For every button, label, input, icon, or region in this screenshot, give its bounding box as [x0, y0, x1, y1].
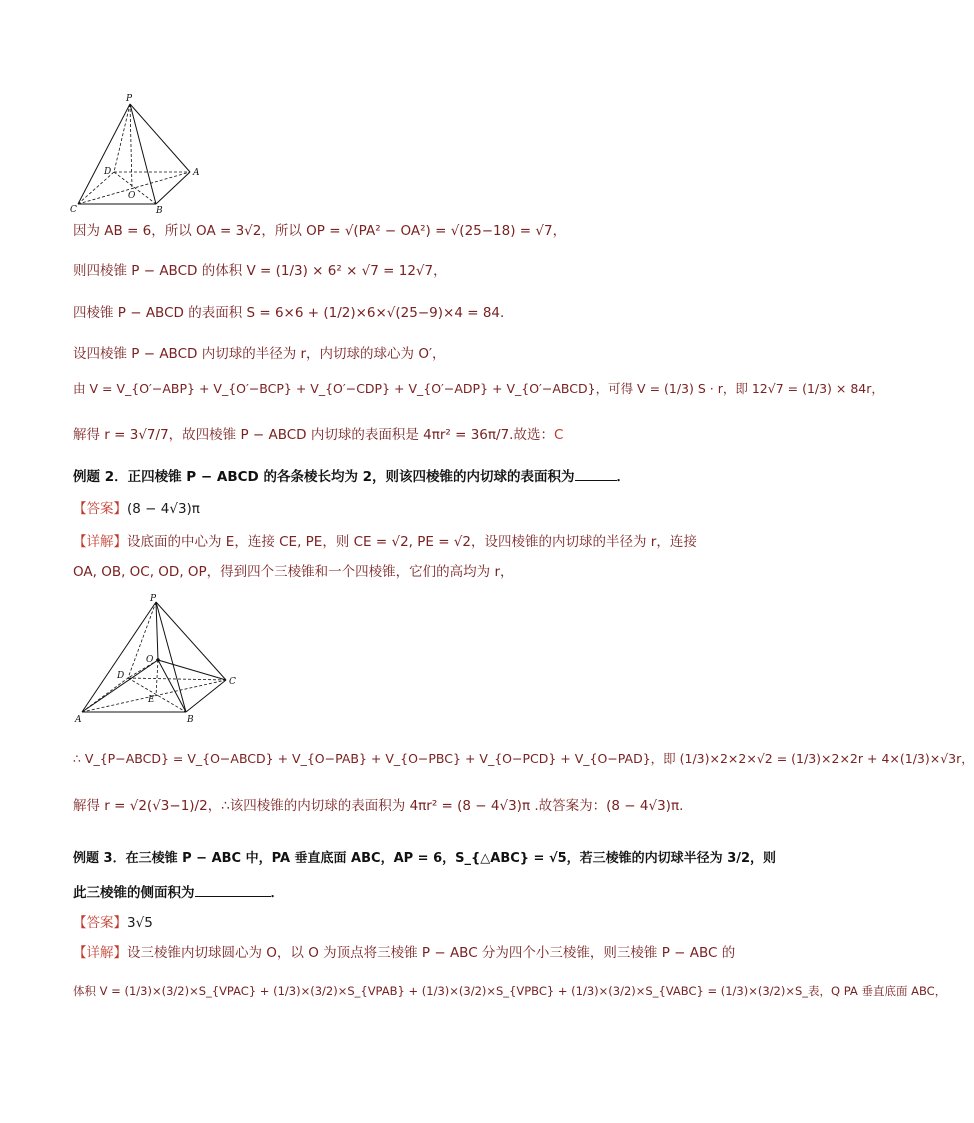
answer-tag: 【答案】 [73, 501, 127, 517]
label-D: D [117, 671, 125, 681]
example-2-detail-line-2: OA, OB, OC, OD, OP，得到四个三棱锥和一个四棱锥，它们的高均为 r， [73, 564, 514, 580]
label-C: C [70, 205, 77, 215]
sphere-center-dot [156, 658, 160, 662]
label-D: D [104, 167, 112, 177]
example-3-title-line-1: 例题 3．在三棱锥 P − ABC 中，PA 垂直底面 ABC，AP = 6，S_{△ABC} = √5，若三棱锥的内切球半径为 3/2，则 [73, 851, 777, 866]
answer-blank [195, 884, 271, 897]
example-2-answer [73, 500, 200, 518]
example-3-question: 此三棱锥的侧面积为 [73, 885, 195, 901]
label-O: O [128, 191, 136, 201]
example-3-answer [73, 914, 153, 932]
solution-line-6 [73, 426, 563, 444]
detail-text-1: 设三棱锥内切球圆心为 O，以 O 为顶点将三棱锥 P − ABC 分为四个小三棱锥，则三棱锥 P − ABC 的 [127, 945, 736, 961]
detail-text-1: 设底面的中心为 E，连接 CE, PE，则 CE = √2, PE = √2，设四棱锥的内切球的半径为 r，连接 [127, 534, 697, 550]
detail-tag: 【详解】 [73, 945, 127, 961]
example-2-detail-line-4: 解得 r = √2(√3−1)/2，∴该四棱锥的内切球的表面积为 4πr² = (8 − 4√3)π .故答案为：(8 − 4√3)π. [73, 798, 684, 814]
label-A: A [193, 168, 200, 178]
example-3-period: ． [270, 885, 284, 901]
label-E: E [148, 695, 155, 705]
detail-tag: 【详解】 [73, 534, 127, 550]
example-3-detail-line-2: 体积 V = (1/3)×(3/2)×S_{VPAC} + (1/3)×(3/2)×S_{VPAB} + (1/3)×(3/2)×S_{VPBC} + (1/3)×(3/2)×S_{VABC} = (1/3)×(3/2)×S_表，Q PA 垂直底面 ABC， [73, 984, 947, 998]
answer-choice: C [553, 427, 564, 443]
pyramid-figure-2 [70, 592, 245, 726]
solution-line-1: 因为 AB = 6，所以 OA = 3√2，所以 OP = √(PA² − OA²) = √(25−18) = √7， [73, 223, 567, 239]
example-3-title-line-2 [73, 884, 284, 902]
answer-tag: 【答案】 [73, 915, 127, 931]
pyramid-figure-1 [70, 92, 210, 214]
example-2-question: 例题 2．正四棱锥 P − ABCD 的各条棱长均为 2，则该四棱锥的内切球的表面积为 [73, 469, 575, 485]
label-O: O [146, 655, 154, 665]
answer-value: (8 − 4√3)π [127, 501, 200, 517]
solution-line-3: 四棱锥 P − ABCD 的表面积 S = 6×6 + (1/2)×6×√(25−9)×4 = 84． [73, 305, 514, 321]
label-B: B [187, 715, 194, 725]
label-P: P [126, 94, 133, 104]
example-2-period: ． [616, 469, 631, 485]
solution-line-4: 设四棱锥 P − ABCD 内切球的半径为 r，内切球的球心为 O′， [73, 346, 446, 362]
label-P: P [150, 594, 157, 604]
answer-blank [575, 468, 617, 481]
example-2-detail-line-1 [73, 533, 697, 551]
answer-value: 3√5 [127, 915, 153, 931]
example-3-detail-line-1 [73, 944, 735, 962]
example-2-title [73, 468, 630, 486]
solution-line-5: 由 V = V_{O′−ABP} + V_{O′−BCP} + V_{O′−CDP} + V_{O′−ADP} + V_{O′−ABCD}，可得 V = (1/3) S · r，即 12√7 = (1/3) × 84r， [73, 381, 884, 396]
solution-line-2: 则四棱锥 P − ABCD 的体积 V = (1/3) × 6² × √7 = 12√7， [73, 263, 447, 279]
solution-line-6-text: 解得 r = 3√7/7，故四棱锥 P − ABCD 内切球的表面积是 4πr² = 36π/7.故选： [73, 427, 554, 443]
label-A: A [75, 715, 82, 725]
label-B: B [156, 206, 163, 216]
label-C: C [229, 677, 236, 687]
example-2-detail-line-3: ∴ V_{P−ABCD} = V_{O−ABCD} + V_{O−PAB} + V_{O−PBC} + V_{O−PCD} + V_{O−PAD}，即 (1/3)×2×2×√2 = (1/3)×2×2r + 4×(1/3)×√3r， [73, 751, 974, 766]
